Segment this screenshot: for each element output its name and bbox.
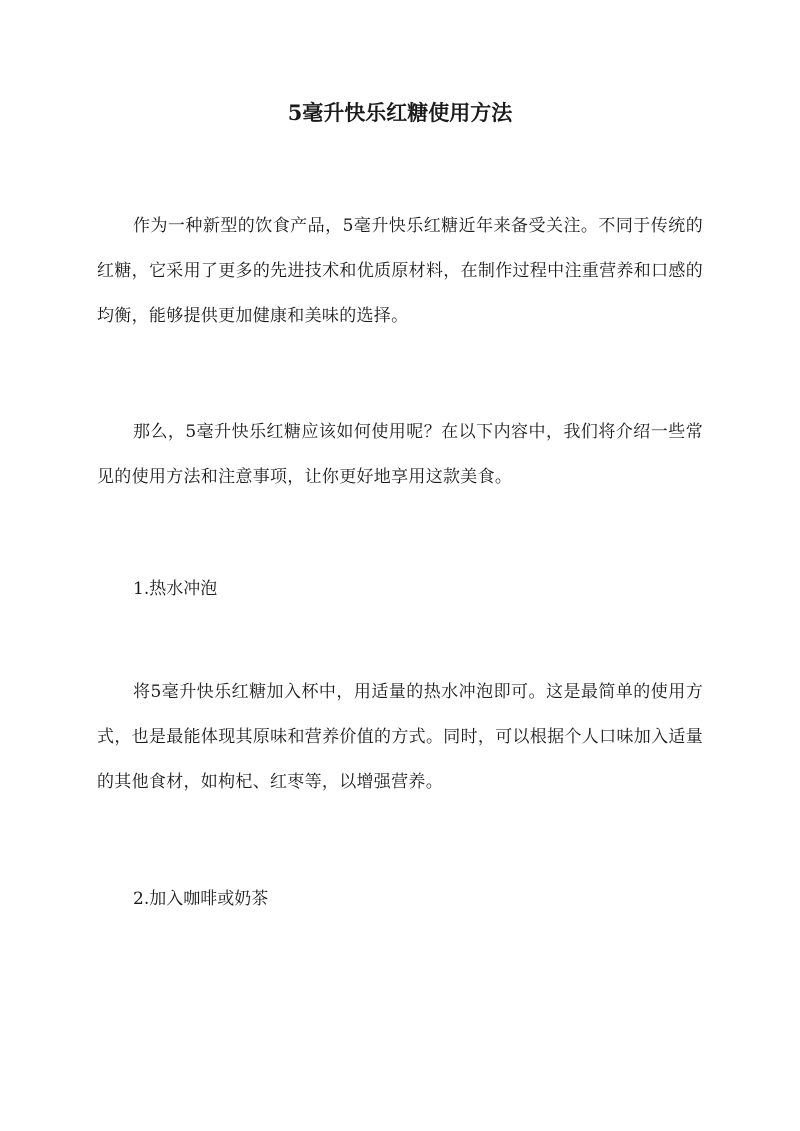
usage-intro-paragraph: 那么，5毫升快乐红糖应该如何使用呢？在以下内容中，我们将介绍一些常见的使用方法和注意事项，让你更好地享用这款美食。 [97,422,703,487]
section-heading-hot-water: 1.热水冲泡 [133,579,218,599]
document-title: 5毫升快乐红糖使用方法 [287,100,513,125]
intro-paragraph: 作为一种新型的饮食产品，5毫升快乐红糖近年来备受关注。不同于传统的红糖，它采用了更多的先进技术和优质原材料，在制作过程中注重营养和口感的均衡，能够提供更加健康和美味的选择。 [97,216,703,326]
section-heading-coffee-milk-tea: 2.加入咖啡或奶茶 [133,889,269,909]
section-body-hot-water: 将5毫升快乐红糖加入杯中，用适量的热水冲泡即可。这是最简单的使用方式，也是最能体现其原味和营养价值的方式。同时，可以根据个人口味加入适量的其他食材，如枸杞、红枣等，以增强营养。 [97,682,703,792]
